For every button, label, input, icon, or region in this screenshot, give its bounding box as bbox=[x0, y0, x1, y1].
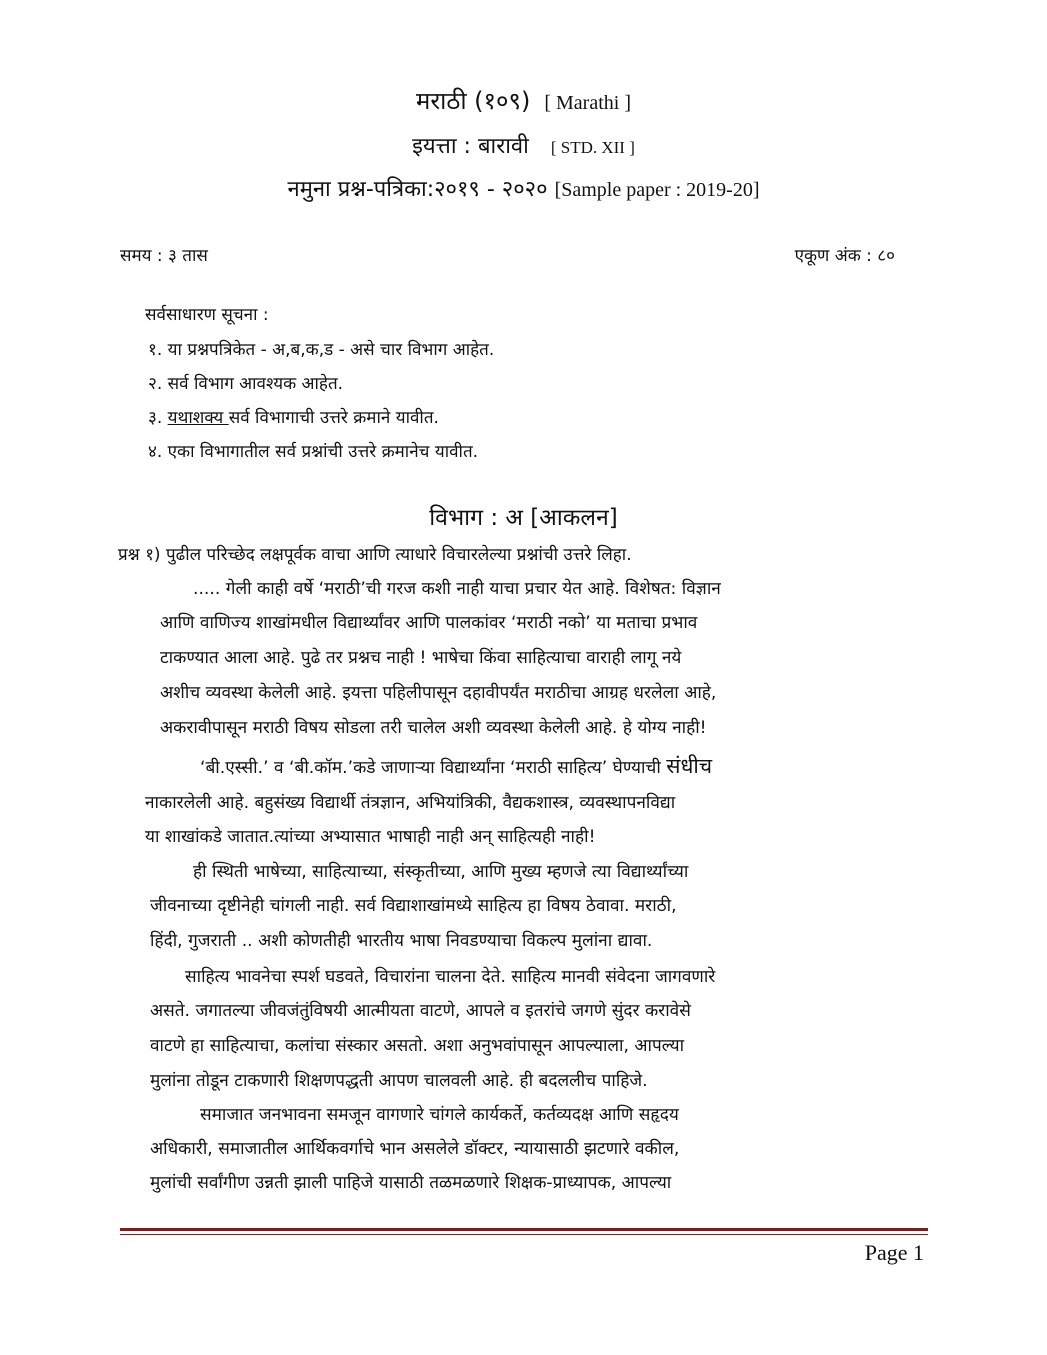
instructions-title: सर्वसाधारण सूचना : bbox=[145, 305, 269, 325]
passage-line: असते. जगातल्या जीवजंतुंविषयी आत्मीयता वाटणे, आपले व इतरांचे जगणे सुंदर करावेसे bbox=[150, 1001, 691, 1021]
page-number: Page 1 bbox=[864, 1240, 924, 1265]
instruction-item: २. सर्व विभाग आवश्यक आहेत. bbox=[148, 374, 344, 394]
passage-line: ..... गेली काही वर्षे ‘मराठी’ची गरज कशी नाही याचा प्रचार येत आहे. विशेषत: विज्ञान bbox=[193, 579, 721, 599]
passage-line: ही स्थिती भाषेच्या, साहित्याच्या, संस्कृतीच्या, आणि मुख्य म्हणजे त्या विद्यार्थ्यांच्या bbox=[193, 862, 689, 882]
paper-title bbox=[0, 84, 1047, 117]
passage-line: मुलांची सर्वांगीण उन्नती झाली पाहिजे यासाठी तळमळणारे शिक्षक-प्राध्यापक, आपल्या bbox=[150, 1173, 672, 1193]
instruction-item bbox=[148, 405, 439, 428]
sample-paper-line bbox=[0, 173, 1047, 203]
passage-line: नाकारलेली आहे. बहुसंख्य विद्यार्थी तंत्रज्ञान, अभियांत्रिकी, वैद्यकशास्त्र, व्यवस्थापनविद्या bbox=[145, 793, 676, 813]
standard-english: [ STD. XII ] bbox=[550, 138, 635, 157]
passage-line: समाजात जनभावना समजून वागणारे चांगले कार्यकर्ते, कर्तव्यदक्ष आणि सहृदय bbox=[200, 1105, 679, 1125]
passage-line: मुलांना तोडून टाकणारी शिक्षणपद्धती आपण चालवली आहे. ही बदललीच पाहिजे. bbox=[150, 1071, 648, 1091]
passage-line-text: ‘बी.एस्सी.’ व ‘बी.कॉम.’कडे जाणाऱ्या विद्यार्थ्यांना ‘मराठी साहित्य’ घेण्याची bbox=[200, 758, 661, 778]
passage-line: अकरावीपासून मराठी विषय सोडला तरी चालेल अशी व्यवस्था केलेली आहे. हे योग्य नाही! bbox=[160, 718, 707, 738]
footer-rule-thin bbox=[120, 1234, 928, 1235]
section-heading: विभाग : अ [आकलन] bbox=[429, 505, 618, 531]
passage-line: साहित्य भावनेचा स्पर्श घडवते, विचारांना चालना देते. साहित्य मानवी संवेदना जागवणारे bbox=[185, 967, 716, 987]
passage-line bbox=[200, 752, 712, 780]
passage-line: या शाखांकडे जातात.त्यांच्या अभ्यासात भाषाही नाही अन् साहित्यही नाही! bbox=[145, 827, 596, 847]
footer-rule bbox=[120, 1228, 928, 1231]
title-english: [ Marathi ] bbox=[544, 92, 631, 114]
instruction-underlined-word: यथाशक्य bbox=[167, 408, 229, 428]
instruction-number: ३. bbox=[148, 408, 163, 428]
passage-line: आणि वाणिज्य शाखांमधील विद्यार्थ्यांवर आणि पालकांवर ‘मराठी नको’ या मताचा प्रभाव bbox=[160, 613, 698, 633]
sample-paper-marathi: नमुना प्रश्न-पत्रिका:२०१९ - २०२० bbox=[287, 177, 548, 202]
standard-line bbox=[0, 130, 1047, 160]
passage-line: जीवनाच्या दृष्टीनेही चांगली नाही. सर्व विद्याशाखांमध्ये साहित्य हा विषय ठेवावा. मराठी, bbox=[150, 896, 677, 916]
instruction-item: ४. एका विभागातील सर्व प्रश्नांची उत्तरे क्रमानेच यावीत. bbox=[148, 442, 479, 462]
passage-line: अशीच व्यवस्था केलेली आहे. इयत्ता पहिलीपासून दहावीपर्यंत मराठीचा आग्रह धरलेला आहे, bbox=[160, 683, 717, 703]
total-marks: एकूण अंक : ८० bbox=[794, 246, 895, 266]
passage-line: हिंदी, गुजराती .. अशी कोणतीही भारतीय भाषा निवडण्याचा विकल्प मुलांना द्यावा. bbox=[150, 931, 653, 951]
question-1-prompt: प्रश्न १) पुढील परिच्छेद लक्षपूर्वक वाचा आणि त्याधारे विचारलेल्या प्रश्नांची उत्तरे लिहा. bbox=[118, 545, 632, 565]
instruction-item: १. या प्रश्नपत्रिकेत - अ,ब,क,ड - असे चार विभाग आहेत. bbox=[148, 340, 495, 360]
passage-emphasis-word: संधीच bbox=[666, 754, 713, 778]
title-marathi: मराठी (१०९) bbox=[416, 87, 531, 115]
passage-line: वाटणे हा साहित्याचा, कलांचा संस्कार असतो. अशा अनुभवांपासून आपल्याला, आपल्या bbox=[150, 1036, 685, 1056]
standard-marathi: इयत्ता : बारावी bbox=[412, 134, 529, 159]
instruction-text: सर्व विभागाची उत्तरे क्रमाने यावीत. bbox=[228, 408, 439, 428]
passage-line: टाकण्यात आला आहे. पुढे तर प्रश्नच नाही ! भाषेचा किंवा साहित्याचा वाराही लागू नये bbox=[160, 648, 682, 668]
passage-line: अधिकारी, समाजातील आर्थिकवर्गाचे भान असलेले डॉक्टर, न्यायासाठी झटणारे वकील, bbox=[150, 1139, 680, 1159]
time-allowed: समय : ३ तास bbox=[120, 246, 208, 266]
sample-paper-english: [Sample paper : 2019-20] bbox=[554, 179, 760, 201]
